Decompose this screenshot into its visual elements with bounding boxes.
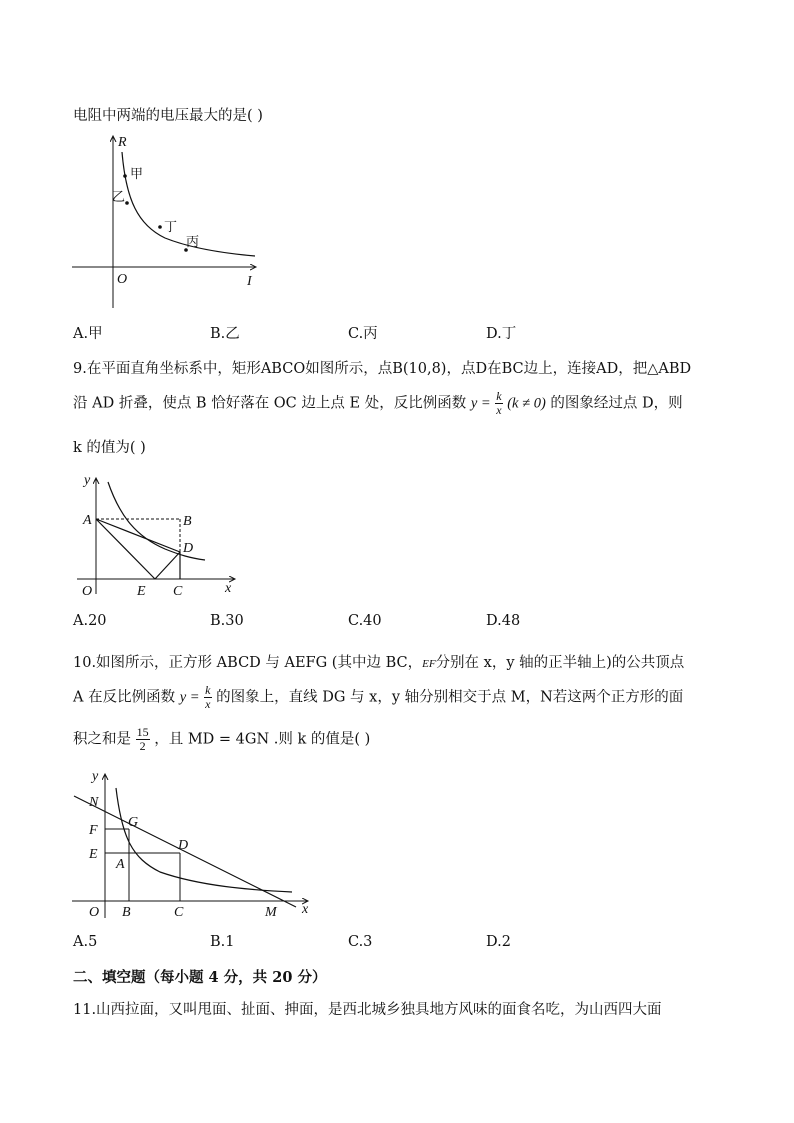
q9-figure (75, 472, 245, 602)
svg-text:O: O (89, 905, 100, 920)
q10-figure (70, 768, 320, 928)
q9-line-2a: 沿 AD 折叠，使点 B 恰好落在 OC 边上点 E 处，反比例函数 (73, 395, 467, 412)
q8-label-i: I (247, 274, 252, 289)
q9-segment-ad (96, 519, 180, 552)
svg-text:F: F (89, 823, 98, 838)
svg-text:B: B (122, 905, 131, 920)
q9-segment-ed (155, 552, 180, 579)
svg-text:O: O (82, 584, 93, 599)
q9-func-y: y = (470, 395, 491, 412)
q10-option-b[interactable]: B.1 (210, 934, 235, 950)
q8-option-a[interactable]: A.甲 (73, 326, 103, 342)
q8-stem-tail: 电阻中两端的电压最大的是( ) (73, 108, 263, 124)
q8-point-jia (123, 174, 127, 178)
q10-line-1: 10.如图所示，正方形 ABCD 与 AEFG (其中边 BC，EF分别在 x，y 轴的正半轴上)的公共顶点 (73, 655, 685, 671)
q8-label-bing: 丙 (186, 235, 200, 250)
q8-option-d[interactable]: D.丁 (486, 326, 517, 342)
svg-text:x: x (225, 581, 232, 596)
q10-line-2: A 在反比例函数 y = $\frac{k}{x}$ 的图象上，直线 DG 与 x，y 轴分别相交于点 M，N若这两个正方形的面 (73, 683, 684, 711)
q9-option-d[interactable]: D.48 (486, 613, 521, 629)
q11-line-1: 11.山西拉面，又叫甩面、扯面、抻面，是西北城乡独具地方风味的面食名吃，为山西四大面 (73, 1002, 662, 1018)
q9-option-b[interactable]: B.30 (210, 613, 244, 629)
q10-curve (116, 788, 292, 892)
q8-point-ding (158, 225, 162, 229)
q8-label-r: R (118, 135, 127, 150)
q10-option-c[interactable]: C.3 (348, 934, 373, 950)
q9-func-fraction: $\frac{k}{x}$ (496, 389, 502, 417)
q10-option-a[interactable]: A.5 (73, 934, 98, 950)
svg-text:D: D (183, 541, 194, 556)
q9-line-3: k 的值为( ) (73, 440, 146, 456)
q9-option-c[interactable]: C.40 (348, 613, 382, 629)
q9-line-2 (73, 390, 683, 417)
q9-option-a[interactable]: A.20 (73, 613, 107, 629)
q10-sum-fraction: $\frac{15}{2}$ (136, 725, 149, 753)
q8-label-jia: 甲 (130, 167, 144, 182)
svg-text:A: A (116, 857, 125, 872)
svg-text:y: y (92, 769, 99, 784)
q8-label-o: O (117, 272, 128, 287)
svg-text:E: E (89, 847, 98, 862)
svg-text:E: E (137, 584, 146, 599)
svg-text:N: N (89, 795, 99, 810)
svg-text:C: C (174, 905, 184, 920)
q9-func-condition: (k ≠ 0) (507, 395, 546, 412)
q9-line-2b: 的图象经过点 D，则 (550, 395, 683, 412)
q10-option-d[interactable]: D.2 (486, 934, 511, 950)
svg-text:B: B (183, 514, 192, 529)
svg-text:A: A (83, 513, 92, 528)
q10-func-fraction: $\frac{k}{x}$ (205, 683, 211, 711)
q8-option-c[interactable]: C.丙 (348, 326, 378, 342)
svg-text:y: y (84, 473, 91, 488)
q9-segment-ae (96, 519, 155, 579)
svg-text:D: D (178, 838, 189, 853)
svg-text:C: C (173, 584, 183, 599)
svg-text:M: M (265, 905, 277, 920)
q8-option-b[interactable]: B.乙 (210, 326, 240, 342)
q8-label-ding: 丁 (164, 220, 178, 235)
svg-text:G: G (128, 815, 139, 830)
q10-line-3: 积之和是 $\frac{15}{2}$ ，且 MD = 4GN .则 k 的值是( ) (73, 725, 371, 753)
section-title: 二、填空题（每小题 4 分，共 20 分） (73, 969, 327, 986)
q8-figure (70, 130, 270, 310)
q8-label-yi: 乙 (112, 190, 126, 205)
q9-line-1: 9.在平面直角坐标系中，矩形ABCO如图所示，点B(10,8)，点D在BC边上，连接AD，把△ABD (73, 361, 692, 377)
q8-point-yi (125, 201, 129, 205)
svg-text:x: x (302, 902, 309, 917)
